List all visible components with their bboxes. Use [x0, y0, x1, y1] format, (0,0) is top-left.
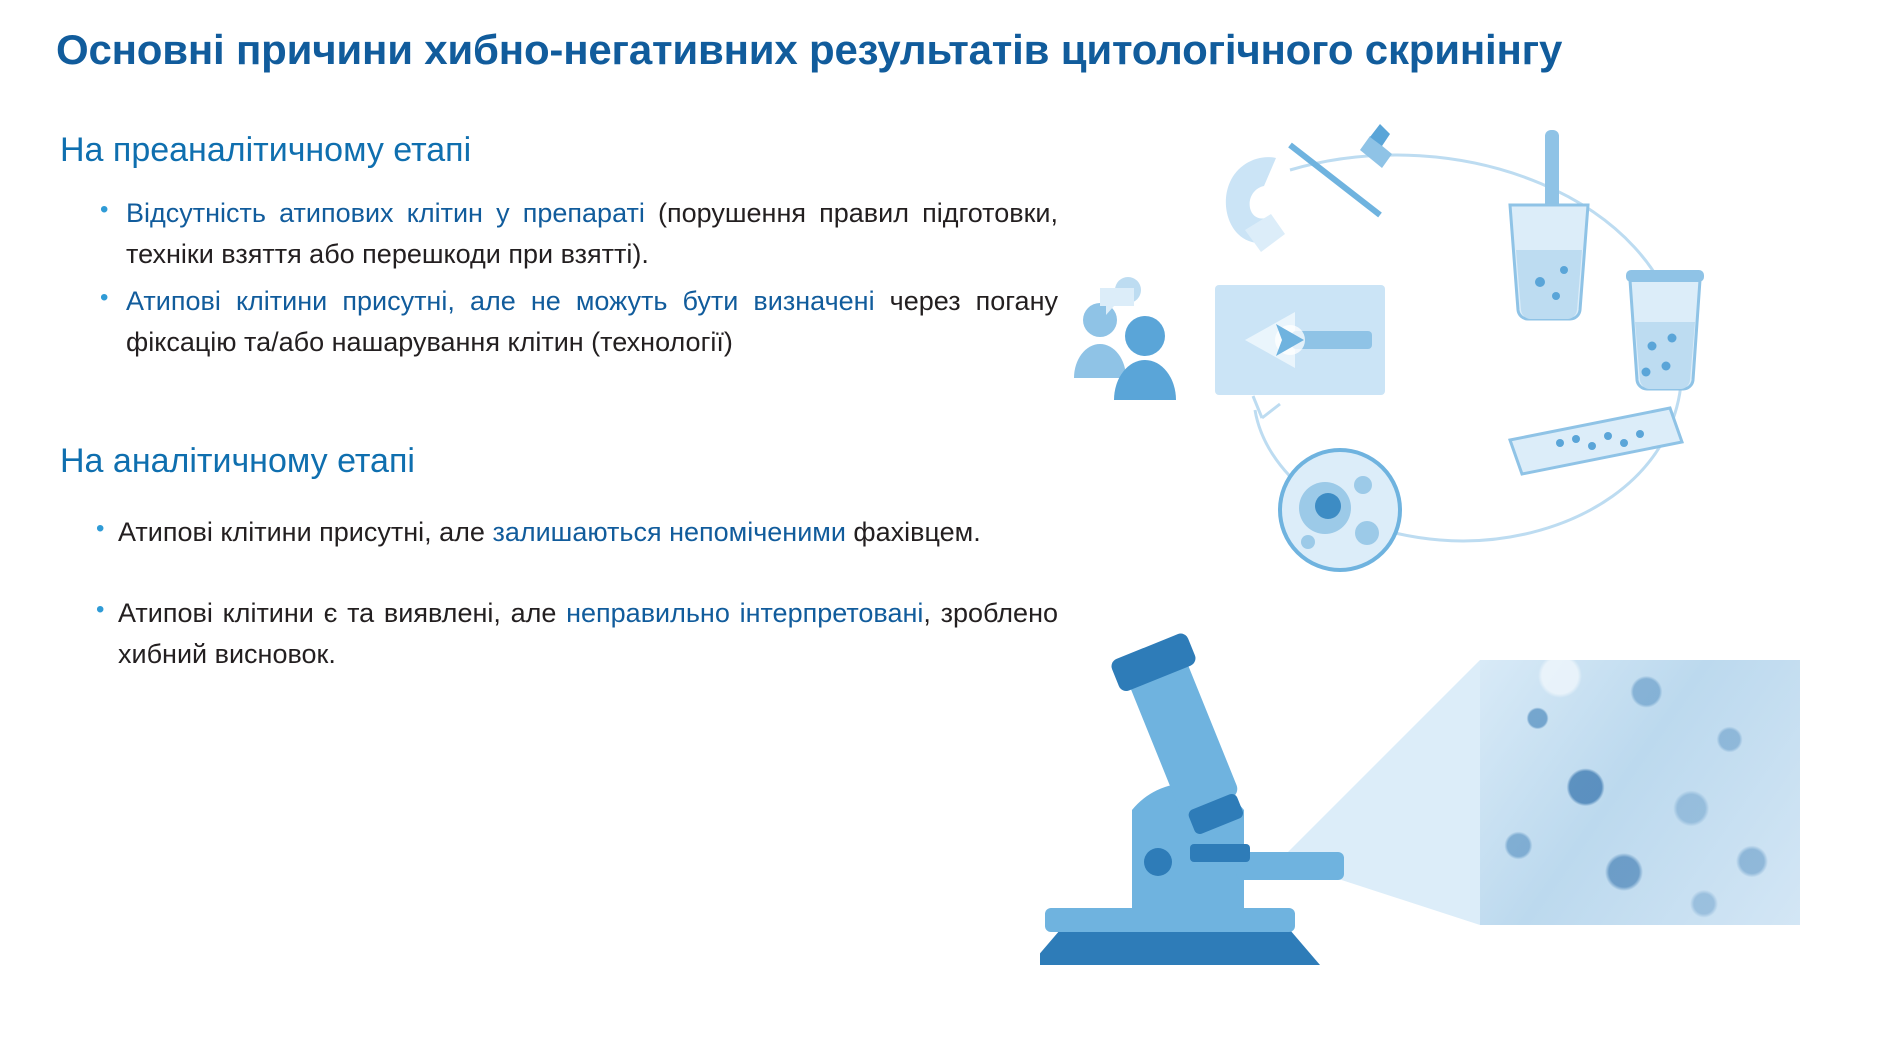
list-item	[48, 281, 1058, 363]
cytology-workflow-cycle-illustration	[1040, 110, 1840, 580]
bullet-plain-text: Атипові клітини є та виявлені, але	[118, 597, 567, 628]
page-title: Основні причини хибно-негативних результатів цитологічного скринінгу	[56, 26, 1563, 73]
bullet-highlight-text: неправильно інтерпретовані	[566, 597, 924, 628]
bullet-plain-text: через погану фіксацію та/або нашарування клітин (технології)	[126, 285, 1058, 357]
bullet-list-preanalytical	[48, 193, 1058, 363]
vial-with-specimen-icon	[1510, 130, 1588, 319]
list-item	[48, 193, 1058, 275]
patient-and-clinician-icon	[1074, 277, 1176, 400]
bullet-highlight-text: залишаються непоміченими	[492, 516, 854, 547]
bullet-plain-text: Атипові клітини присутні, але	[118, 516, 493, 547]
micrograph-image	[1480, 660, 1800, 925]
section-preanalytical	[48, 130, 1058, 363]
sampling-brush-in-hand-icon	[1226, 124, 1392, 252]
bullet-plain-text: (порушення правил підготовки, техніки взяття або перешкоди при взятті).	[126, 197, 1058, 269]
zoom-beam	[1280, 660, 1480, 925]
bullet-plain-text: фахівцем.	[853, 516, 981, 547]
list-item	[48, 512, 1058, 553]
speculum-sampling-icon	[1215, 285, 1385, 395]
illustration-panel	[1040, 110, 1860, 1010]
content-column	[48, 130, 1058, 715]
vial-processing-icon	[1626, 270, 1704, 389]
bullet-highlight-text: Відсутність атипових клітин у препараті	[126, 197, 659, 228]
section-heading-preanalytical: На преаналітичному етапі	[60, 131, 472, 169]
list-item	[48, 593, 1058, 675]
bullet-plain-text: , зроблено хибний висновок.	[118, 597, 1058, 669]
bullet-highlight-text: Атипові клітини присутні, але не можуть бути визначені	[126, 285, 890, 316]
microscopy-field-icon	[1280, 450, 1400, 570]
section-analytical	[48, 441, 1058, 675]
microscope-with-micrograph-illustration	[1040, 630, 1840, 1030]
glass-slide-icon	[1510, 408, 1682, 474]
section-heading-analytical: На аналітичному етапі	[60, 441, 415, 480]
bullet-list-analytical	[48, 512, 1058, 675]
